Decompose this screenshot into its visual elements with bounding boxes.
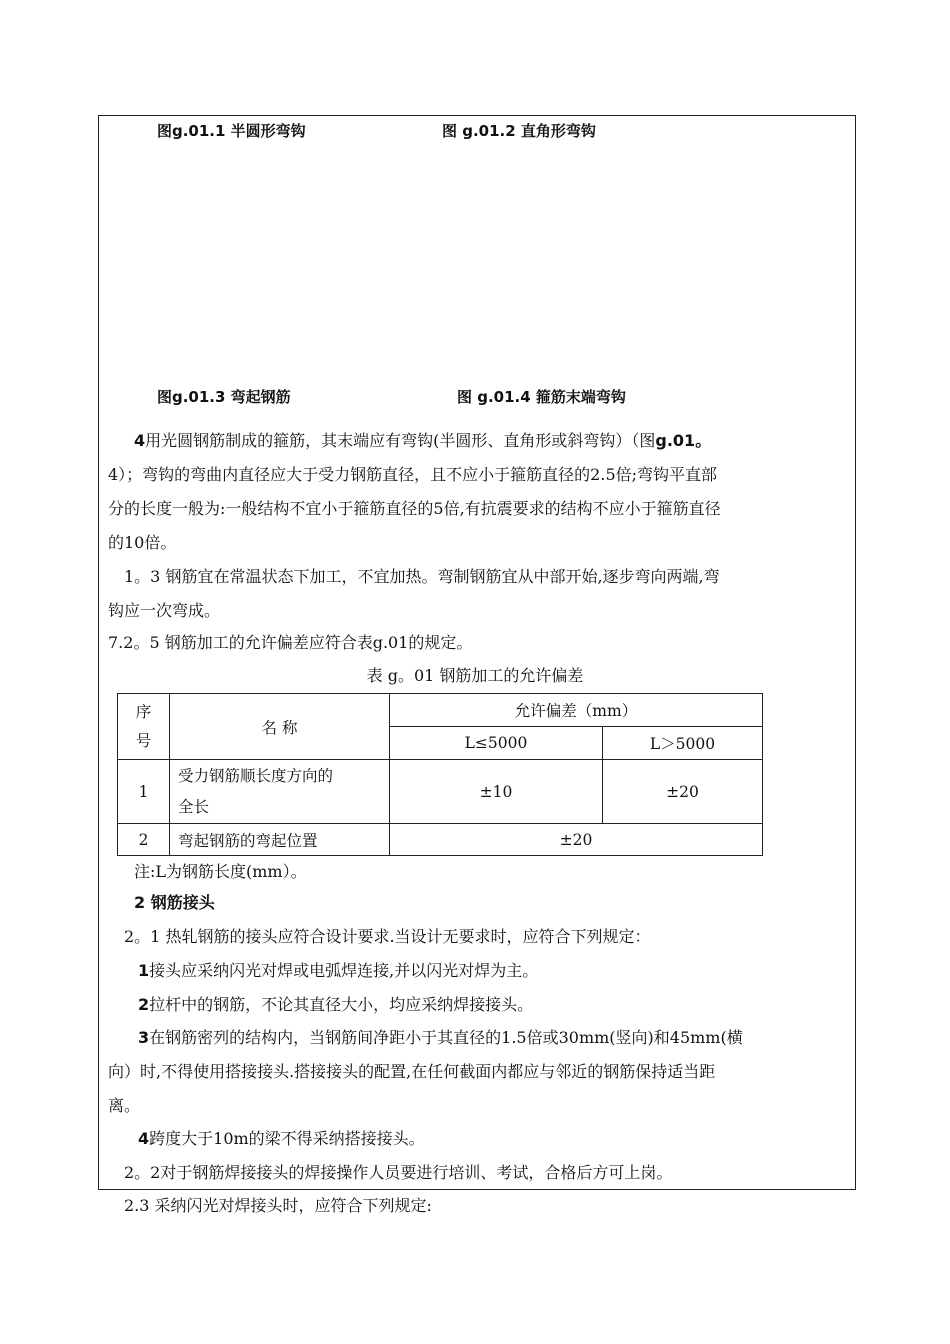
row-name: 弯起钢筋的弯起位置 <box>170 824 390 856</box>
list-item-4 <box>138 1122 878 1156</box>
row-name-line1: 受力钢筋顺长度方向的 <box>178 766 334 785</box>
list-item-3 <box>108 1021 848 1123</box>
row-serial: 2 <box>118 824 170 856</box>
item-text: 拉杆中的钢筋，不论其直径大小，均应采纳焊接接头。 <box>149 995 534 1014</box>
paragraph-4 <box>108 424 848 560</box>
paragraph-7-2-5: 7.2。5 钢筋加工的允许偏差应符合表g.01的规定。 <box>108 633 473 652</box>
item-number: 3 <box>138 1028 150 1047</box>
paragraph-line: 分的长度一般为:一般结构不宜小于箍筋直径的5倍,有抗震要求的结构不应小于箍筋直径 <box>108 499 721 518</box>
header-gt-5000: L＞5000 <box>603 727 763 760</box>
figure-caption-1: 图g.01.1 半圆形弯钩 <box>157 122 306 140</box>
table-note: 注:L为钢筋长度(mm）。 <box>134 862 307 881</box>
figure-caption-2: 图 g.01.2 直角形弯钩 <box>442 122 596 140</box>
figure-ref: g.01。 <box>655 431 712 450</box>
paragraph-2-3: 2.3 采纳闪光对焊接头时，应符合下列规定: <box>124 1196 432 1215</box>
list-item-1 <box>138 954 878 988</box>
deviation-table <box>117 693 763 856</box>
item-number: 4 <box>138 1129 150 1148</box>
list-item-2 <box>138 988 878 1022</box>
header-serial-line2: 号 <box>135 731 152 750</box>
paragraph-line: 1。3 钢筋宜在常温状态下加工，不宜加热。弯制钢筋宜从中部开始,逐步弯向两端,弯 <box>124 567 720 586</box>
item-text-line: 向）时,不得使用搭接接头.搭接接头的配置,在任何截面内都应与邻近的钢筋保持适当距 <box>108 1062 716 1081</box>
header-serial-line1: 序 <box>135 702 152 721</box>
table-caption: 表 g。01 钢筋加工的允许偏差 <box>366 666 584 685</box>
header-name: 名 称 <box>170 694 390 760</box>
item-number: 4 <box>134 431 146 450</box>
header-serial <box>118 694 170 760</box>
header-deviation: 允许偏差（mm） <box>390 694 763 727</box>
paragraph-line: 4）；弯钩的弯曲内直径应大于受力钢筋直径，且不应小于箍筋直径的2.5倍;弯钩平直部 <box>108 465 718 484</box>
paragraph-1-3 <box>108 560 848 628</box>
row-serial: 1 <box>118 760 170 824</box>
item-number: 2 <box>138 995 150 1014</box>
row-value: ±20 <box>390 824 763 856</box>
paragraph-2-2: 2。2对于钢筋焊接接头的焊接操作人员要进行培训、考试，合格后方可上岗。 <box>124 1163 673 1182</box>
table-row <box>118 760 763 824</box>
item-text: 接头应采纳闪光对焊或电弧焊连接,并以闪光对焊为主。 <box>149 961 539 980</box>
row-gt-value: ±20 <box>603 760 763 824</box>
table-row <box>118 824 763 856</box>
item-text: 在钢筋密列的结构内，当钢筋间净距小于其直径的1.5倍或30mm(竖向)和45mm(横 <box>149 1028 743 1047</box>
header-le-5000: L≤5000 <box>390 727 603 760</box>
figure-caption-4: 图 g.01.4 箍筋末端弯钩 <box>457 388 626 406</box>
item-text: 跨度大于10m的梁不得采纳搭接接头。 <box>149 1129 425 1148</box>
section-heading: 2 钢筋接头 <box>134 893 215 912</box>
row-name <box>170 760 390 824</box>
figure-caption-3: 图g.01.3 弯起钢筋 <box>157 388 291 406</box>
row-le-value: ±10 <box>390 760 603 824</box>
item-number: 1 <box>138 961 150 980</box>
item-text-line: 离。 <box>108 1096 141 1115</box>
paragraph-2-1: 2。1 热轧钢筋的接头应符合设计要求.当设计无要求时，应符合下列规定： <box>124 927 651 946</box>
row-name-line2: 全长 <box>178 797 210 816</box>
paragraph-line: 用光圆钢筋制成的箍筋，其末端应有弯钩(半圆形、直角形或斜弯钩）（图 <box>145 431 656 450</box>
paragraph-line: 的10倍。 <box>108 533 177 552</box>
paragraph-line: 钩应一次弯成。 <box>108 601 221 620</box>
